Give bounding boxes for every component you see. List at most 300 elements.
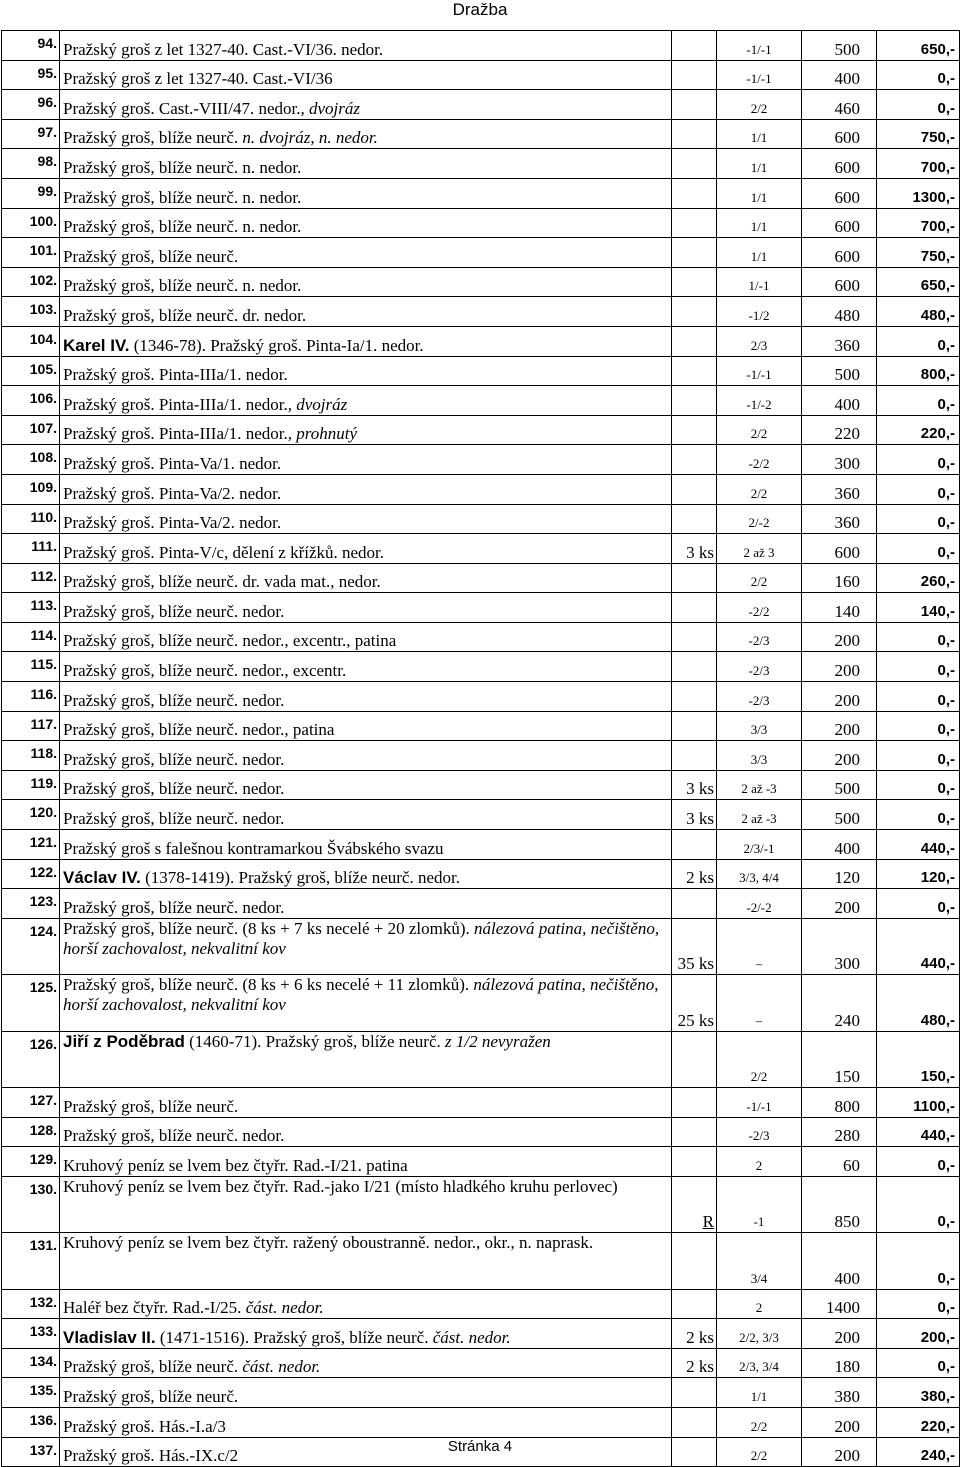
lot-description <box>60 267 672 297</box>
lot-description <box>60 1176 672 1232</box>
ruler-name: Jiří z Poděbrad <box>63 1031 185 1051</box>
lot-number: 120. <box>2 800 60 830</box>
description-note: část. nedor. <box>241 1298 324 1318</box>
lot-number: 121. <box>2 830 60 860</box>
description-text: Pražský groš. Pinta-Va/2. nedor. <box>63 483 282 503</box>
lot-estimate: 160 <box>802 563 877 593</box>
lot-result: 0,- <box>877 326 960 356</box>
lot-quantity <box>672 622 717 652</box>
lot-quantity <box>672 60 717 90</box>
lot-number: 96. <box>2 90 60 120</box>
lot-grade: 1/1 <box>717 1378 802 1408</box>
lot-description <box>60 1319 672 1349</box>
lot-result: 0,- <box>877 652 960 682</box>
description-text: Pražský groš z let 1327-40. Cast.-VI/36 <box>63 69 333 89</box>
lot-quantity <box>672 889 717 919</box>
lot-estimate: 1400 <box>802 1289 877 1319</box>
lot-grade: 2 až -3 <box>717 770 802 800</box>
lot-description <box>60 859 672 889</box>
description-text: Pražský groš, blíže neurč. <box>63 1096 239 1116</box>
description-text: Pražský groš, blíže neurč. n. nedor. <box>63 276 302 296</box>
description-text: Pražský groš. Pinta-V/c, dělení z křížků. nedor. <box>63 542 385 562</box>
lot-grade: -2/-2 <box>717 889 802 919</box>
lot-description <box>60 830 672 860</box>
description-text: Kruhový peníz se lvem bez čtyřr. Rad.-jako I/21 (místo hladkého kruhu perlovec) <box>63 1176 618 1196</box>
table-row <box>2 1117 960 1147</box>
description-text: Pražský groš, blíže neurč. nedor. <box>63 1126 285 1146</box>
lot-quantity <box>672 859 717 889</box>
lot-estimate: 300 <box>802 918 877 974</box>
description-note: část. nedor. <box>428 1327 511 1347</box>
lot-quantity <box>672 386 717 416</box>
lot-estimate: 400 <box>802 1233 877 1289</box>
table-row <box>2 1176 960 1232</box>
description-text: Pražský groš, blíže neurč. nedor. <box>63 897 285 917</box>
description-text: Pražský groš, blíže neurč. n. nedor. <box>63 187 302 207</box>
lot-result: 0,- <box>877 1176 960 1232</box>
description-note: , dvojráz <box>287 394 348 414</box>
table-row <box>2 60 960 90</box>
lot-quantity <box>672 119 717 149</box>
table-row <box>2 1289 960 1319</box>
lot-description <box>60 652 672 682</box>
lot-estimate: 200 <box>802 711 877 741</box>
lot-estimate: 500 <box>802 31 877 61</box>
lot-result: 0,- <box>877 682 960 712</box>
lot-result: 220,- <box>877 1407 960 1437</box>
lot-description <box>60 1233 672 1289</box>
description-text: Pražský groš s falešnou kontramarkou Švábského svazu <box>63 838 444 858</box>
lot-grade: -2/3 <box>717 652 802 682</box>
ruler-name: Václav IV. <box>63 868 141 888</box>
lot-quantity <box>672 1087 717 1117</box>
lot-number: 95. <box>2 60 60 90</box>
rarity-mark: R <box>702 1212 714 1232</box>
table-row <box>2 119 960 149</box>
lot-description <box>60 1407 672 1437</box>
lot-quantity <box>672 652 717 682</box>
description-note: nálezová patina, nečištěno, horší zachovalost, nekvalitní kov <box>63 975 659 1015</box>
description-note: z 1/2 nevyražen <box>440 1031 551 1051</box>
lot-result: 0,- <box>877 1233 960 1289</box>
table-row <box>2 830 960 860</box>
lot-number: 137. <box>2 1437 60 1467</box>
table-row <box>2 267 960 297</box>
table-row <box>2 90 960 120</box>
table-row <box>2 297 960 327</box>
description-text: (1460-71). Pražský groš, blíže neurč. <box>184 1031 441 1051</box>
lot-number: 99. <box>2 178 60 208</box>
description-text: Pražský groš z let 1327-40. Cast.-VI/36. nedor. <box>63 39 384 59</box>
ruler-name: Karel IV. <box>63 335 130 355</box>
lot-quantity <box>672 238 717 268</box>
lot-result: 380,- <box>877 1378 960 1408</box>
lot-description <box>60 326 672 356</box>
lot-result: 1300,- <box>877 178 960 208</box>
lot-estimate: 200 <box>802 741 877 771</box>
lot-result: 440,- <box>877 830 960 860</box>
lot-quantity <box>672 90 717 120</box>
lot-quantity <box>672 711 717 741</box>
lot-grade: -2/3 <box>717 622 802 652</box>
description-note: nálezová patina, nečištěno, horší zachovalost, nekvalitní kov <box>63 918 660 958</box>
table-row <box>2 504 960 534</box>
description-text: Pražský groš, blíže neurč. n. nedor. <box>63 217 302 237</box>
lot-quantity <box>672 504 717 534</box>
description-text: Pražský groš, blíže neurč. dr. vada mat., nedor. <box>63 572 381 592</box>
lot-estimate: 800 <box>802 1087 877 1117</box>
table-row <box>2 770 960 800</box>
lot-quantity <box>672 1348 717 1378</box>
table-row <box>2 889 960 919</box>
lot-grade: 1/1 <box>717 178 802 208</box>
lot-grade: – <box>717 975 802 1031</box>
description-note: n. dvojráz, n. nedor. <box>238 128 378 148</box>
lot-estimate: 200 <box>802 682 877 712</box>
quantity-text: 35 ks <box>677 954 714 974</box>
lot-estimate: 460 <box>802 90 877 120</box>
lot-description <box>60 31 672 61</box>
lot-result: 480,- <box>877 975 960 1031</box>
table-row <box>2 149 960 179</box>
lot-estimate: 140 <box>802 593 877 623</box>
table-row <box>2 1147 960 1177</box>
description-text: Pražský groš. Hás.-I.a/3 <box>63 1416 226 1436</box>
lots-table-body <box>2 31 960 1467</box>
description-text: Pražský groš. Pinta-IIIa/1. nedor. <box>63 365 288 385</box>
lot-number: 125. <box>2 975 60 1031</box>
description-text: Kruhový peníz se lvem bez čtyřr. ražený oboustranně. nedor., okr., n. naprask. <box>63 1233 594 1253</box>
lot-quantity <box>672 1289 717 1319</box>
description-text: Pražský groš, blíže neurč. <box>63 1386 239 1406</box>
lot-grade: 1/1 <box>717 119 802 149</box>
lot-grade: -1/2 <box>717 297 802 327</box>
lot-result: 0,- <box>877 504 960 534</box>
lot-estimate: 600 <box>802 208 877 238</box>
table-row <box>2 1378 960 1408</box>
lot-grade: -1 <box>717 1176 802 1232</box>
lot-description <box>60 563 672 593</box>
lot-result: 480,- <box>877 297 960 327</box>
lot-result: 240,- <box>877 1437 960 1467</box>
lot-result: 750,- <box>877 238 960 268</box>
description-note: část. nedor. <box>238 1357 321 1377</box>
lot-number: 124. <box>2 918 60 974</box>
lot-grade: -2/3 <box>717 682 802 712</box>
lot-number: 116. <box>2 682 60 712</box>
description-text: Pražský groš, blíže neurč. nedor. <box>63 779 285 799</box>
table-row <box>2 859 960 889</box>
lot-number: 97. <box>2 119 60 149</box>
description-text: Pražský groš. Pinta-Va/1. nedor. <box>63 453 282 473</box>
lot-number: 136. <box>2 1407 60 1437</box>
lot-description <box>60 504 672 534</box>
lot-estimate: 200 <box>802 1437 877 1467</box>
lot-quantity <box>672 1407 717 1437</box>
description-text: (1471-1516). Pražský groš, blíže neurč. <box>155 1327 429 1347</box>
lot-result: 0,- <box>877 534 960 564</box>
lot-number: 108. <box>2 445 60 475</box>
lot-estimate: 150 <box>802 1031 877 1087</box>
description-text: Pražský groš. Pinta-Va/2. nedor. <box>63 513 282 533</box>
lot-estimate: 180 <box>802 1348 877 1378</box>
description-text: Pražský groš, blíže neurč. nedor., excentr., patina <box>63 631 397 651</box>
lot-number: 122. <box>2 859 60 889</box>
table-row <box>2 474 960 504</box>
lot-result: 150,- <box>877 1031 960 1087</box>
lot-result: 140,- <box>877 593 960 623</box>
lot-number: 105. <box>2 356 60 386</box>
lot-estimate: 380 <box>802 1378 877 1408</box>
lot-estimate: 220 <box>802 415 877 445</box>
table-row <box>2 563 960 593</box>
table-row <box>2 1233 960 1289</box>
lot-quantity <box>672 31 717 61</box>
lot-estimate: 200 <box>802 1407 877 1437</box>
lot-description <box>60 918 672 974</box>
lot-number: 101. <box>2 238 60 268</box>
lot-quantity <box>672 474 717 504</box>
table-row <box>2 445 960 475</box>
quantity-text: 2 ks <box>686 868 714 888</box>
lots-table <box>1 30 960 1467</box>
table-row <box>2 386 960 416</box>
quantity-text: 2 ks <box>686 1327 714 1347</box>
table-row <box>2 1031 960 1087</box>
table-row <box>2 975 960 1031</box>
table-row <box>2 1348 960 1378</box>
table-row <box>2 918 960 974</box>
lot-result: 0,- <box>877 60 960 90</box>
table-row <box>2 178 960 208</box>
lot-result: 0,- <box>877 386 960 416</box>
lot-description <box>60 711 672 741</box>
table-row <box>2 238 960 268</box>
lot-estimate: 400 <box>802 386 877 416</box>
lot-result: 650,- <box>877 31 960 61</box>
lot-number: 117. <box>2 711 60 741</box>
lot-grade: -1/-2 <box>717 386 802 416</box>
ruler-name: Vladislav II. <box>63 1327 156 1347</box>
lot-result: 0,- <box>877 474 960 504</box>
lot-quantity <box>672 682 717 712</box>
description-text: (1346-78). Pražský groš. Pinta-Ia/1. nedor. <box>129 335 424 355</box>
lot-result: 0,- <box>877 1348 960 1378</box>
lot-number: 94. <box>2 31 60 61</box>
lot-quantity <box>672 178 717 208</box>
description-text: Pražský groš, blíže neurč. (8 ks + 7 ks necelé + 20 zlomků). <box>63 918 470 938</box>
lot-estimate: 400 <box>802 60 877 90</box>
lot-number: 104. <box>2 326 60 356</box>
table-row <box>2 208 960 238</box>
lot-quantity <box>672 741 717 771</box>
lot-number: 118. <box>2 741 60 771</box>
lot-grade: 2 <box>717 1289 802 1319</box>
lot-number: 123. <box>2 889 60 919</box>
lot-estimate: 360 <box>802 326 877 356</box>
lot-description <box>60 474 672 504</box>
lot-quantity <box>672 1233 717 1289</box>
lot-estimate: 850 <box>802 1176 877 1232</box>
lot-estimate: 600 <box>802 119 877 149</box>
table-row <box>2 622 960 652</box>
quantity-text: 3 ks <box>686 779 714 799</box>
lot-grade: -2/2 <box>717 445 802 475</box>
lot-grade: 2/3, 3/4 <box>717 1348 802 1378</box>
lot-quantity <box>672 1319 717 1349</box>
lot-number: 131. <box>2 1233 60 1289</box>
lot-description <box>60 356 672 386</box>
lot-quantity <box>672 1031 717 1087</box>
lot-description <box>60 1117 672 1147</box>
table-row <box>2 593 960 623</box>
lot-description <box>60 1289 672 1319</box>
lot-quantity <box>672 356 717 386</box>
lot-description <box>60 770 672 800</box>
lot-description <box>60 741 672 771</box>
lot-estimate: 200 <box>802 889 877 919</box>
lot-estimate: 300 <box>802 445 877 475</box>
lot-estimate: 60 <box>802 1147 877 1177</box>
lot-number: 106. <box>2 386 60 416</box>
lot-quantity <box>672 534 717 564</box>
lot-estimate: 240 <box>802 975 877 1031</box>
lot-description <box>60 208 672 238</box>
lot-number: 129. <box>2 1147 60 1177</box>
lot-estimate: 200 <box>802 622 877 652</box>
lot-quantity <box>672 800 717 830</box>
lot-estimate: 600 <box>802 149 877 179</box>
lot-estimate: 600 <box>802 267 877 297</box>
lot-number: 98. <box>2 149 60 179</box>
lot-number: 111. <box>2 534 60 564</box>
lot-number: 114. <box>2 622 60 652</box>
lot-grade: 3/3 <box>717 741 802 771</box>
lot-description <box>60 682 672 712</box>
lot-quantity <box>672 918 717 974</box>
lot-quantity <box>672 1378 717 1408</box>
lot-description <box>60 1087 672 1117</box>
description-text: Pražský groš, blíže neurč. nedor., patina <box>63 720 335 740</box>
description-text: Pražský groš, blíže neurč. (8 ks + 6 ks necelé + 11 zlomků). <box>63 975 470 995</box>
lot-result: 650,- <box>877 267 960 297</box>
description-text: Pražský groš, blíže neurč. n. nedor. <box>63 157 302 177</box>
lot-estimate: 360 <box>802 504 877 534</box>
lot-grade: – <box>717 918 802 974</box>
lot-grade: 2/-2 <box>717 504 802 534</box>
lot-estimate: 500 <box>802 770 877 800</box>
table-row <box>2 356 960 386</box>
lot-result: 200,- <box>877 1319 960 1349</box>
description-text: Pražský groš, blíže neurč. <box>63 1357 239 1377</box>
lot-result: 440,- <box>877 1117 960 1147</box>
quantity-text: 3 ks <box>686 809 714 829</box>
lot-result: 0,- <box>877 741 960 771</box>
lot-estimate: 200 <box>802 652 877 682</box>
lot-description <box>60 90 672 120</box>
lot-estimate: 600 <box>802 178 877 208</box>
lot-description <box>60 178 672 208</box>
table-row <box>2 800 960 830</box>
lot-grade: 3/3 <box>717 711 802 741</box>
lot-description <box>60 415 672 445</box>
description-text: Pražský groš. Hás.-IX.c/2 <box>63 1446 239 1466</box>
quantity-text: 2 ks <box>686 1357 714 1377</box>
lot-estimate: 120 <box>802 859 877 889</box>
quantity-text: 25 ks <box>677 1010 714 1030</box>
lot-grade: 2/2, 3/3 <box>717 1319 802 1349</box>
lot-grade: -2/3 <box>717 1117 802 1147</box>
lot-number: 133. <box>2 1319 60 1349</box>
lot-estimate: 600 <box>802 534 877 564</box>
lot-number: 103. <box>2 297 60 327</box>
lot-description <box>60 60 672 90</box>
description-text: Pražský groš, blíže neurč. <box>63 246 239 266</box>
lot-number: 132. <box>2 1289 60 1319</box>
description-text: Pražský groš. Cast.-VIII/47. nedor. <box>63 98 301 118</box>
lot-result: 0,- <box>877 90 960 120</box>
lot-number: 130. <box>2 1176 60 1232</box>
lot-grade: 1/-1 <box>717 267 802 297</box>
description-text: Haléř bez čtyřr. Rad.-I/25. <box>63 1298 242 1318</box>
lot-result: 0,- <box>877 800 960 830</box>
lot-grade: 2/2 <box>717 1437 802 1467</box>
lot-result: 220,- <box>877 415 960 445</box>
description-text: Pražský groš, blíže neurč. nedor. <box>63 809 285 829</box>
lot-grade: -1/-1 <box>717 31 802 61</box>
lot-grade: 2/2 <box>717 474 802 504</box>
lot-result: 0,- <box>877 1147 960 1177</box>
lot-description <box>60 445 672 475</box>
lot-number: 107. <box>2 415 60 445</box>
lot-estimate: 400 <box>802 830 877 860</box>
quantity-text: 3 ks <box>686 542 714 562</box>
lot-description <box>60 622 672 652</box>
lot-quantity <box>672 1147 717 1177</box>
lot-quantity <box>672 770 717 800</box>
lot-quantity <box>672 267 717 297</box>
lot-grade: -1/-1 <box>717 60 802 90</box>
lot-result: 260,- <box>877 563 960 593</box>
lot-estimate: 480 <box>802 297 877 327</box>
lot-quantity <box>672 1176 717 1232</box>
lot-quantity <box>672 149 717 179</box>
lot-description <box>60 119 672 149</box>
lot-result: 700,- <box>877 208 960 238</box>
lot-quantity <box>672 208 717 238</box>
lot-grade: 2/3 <box>717 326 802 356</box>
lot-grade: -2/2 <box>717 593 802 623</box>
lot-grade: -1/-1 <box>717 1087 802 1117</box>
lot-grade: 1/1 <box>717 238 802 268</box>
lot-number: 115. <box>2 652 60 682</box>
page-header: Dražba <box>452 0 508 19</box>
lot-grade: 2/2 <box>717 415 802 445</box>
lot-result: 0,- <box>877 889 960 919</box>
description-note: , dvojráz <box>300 98 360 118</box>
lot-number: 128. <box>2 1117 60 1147</box>
lot-quantity <box>672 445 717 475</box>
lot-number: 109. <box>2 474 60 504</box>
lot-grade: 2/3/-1 <box>717 830 802 860</box>
lot-number: 134. <box>2 1348 60 1378</box>
lot-description <box>60 1348 672 1378</box>
description-text: Kruhový peníz se lvem bez čtyřr. Rad.-I/21. patina <box>63 1155 408 1175</box>
description-text: (1378-1419). Pražský groš, blíže neurč. nedor. <box>140 868 460 888</box>
description-text: Pražský groš. Pinta-IIIa/1. nedor. <box>63 394 288 414</box>
lot-number: 126. <box>2 1031 60 1087</box>
description-note: , prohnutý <box>287 424 357 444</box>
